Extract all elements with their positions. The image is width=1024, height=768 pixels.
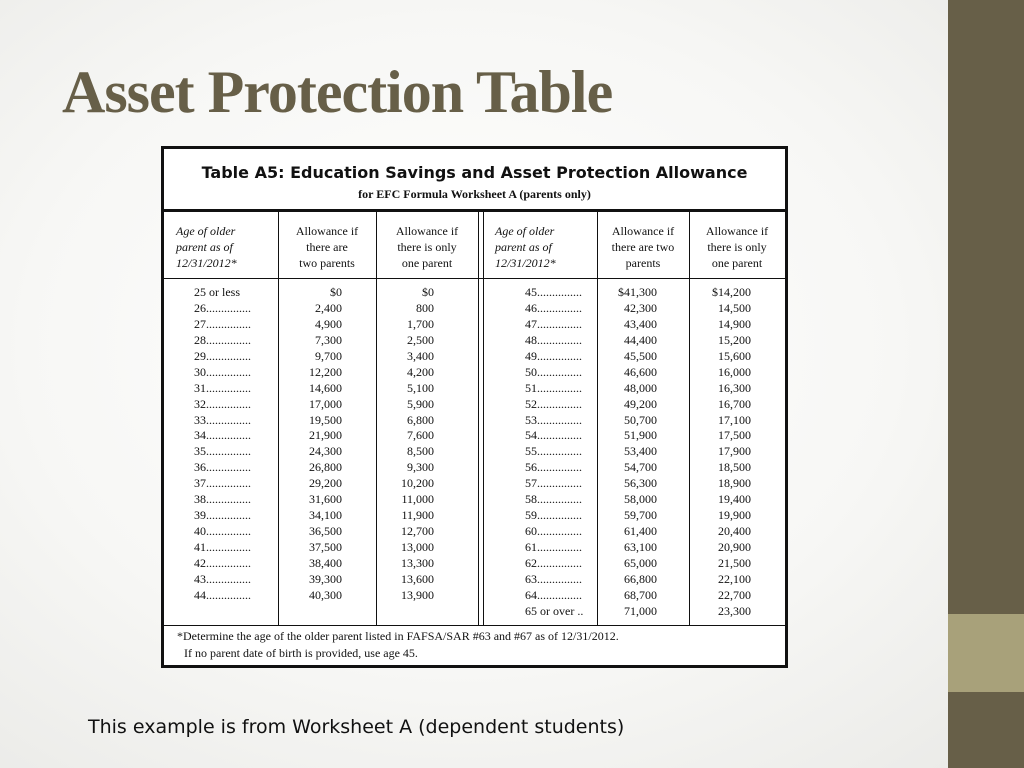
table-row <box>164 317 478 333</box>
age-cell: 38............... <box>194 492 251 507</box>
two-parent-cell: 24,300 <box>309 444 342 459</box>
age-cell: 35............... <box>194 444 251 459</box>
table-row <box>483 524 785 540</box>
one-parent-cell: 12,700 <box>401 524 434 539</box>
table-title: Table A5: Education Savings and Asset Protection Allowance <box>201 163 748 182</box>
age-cell: 32............... <box>194 396 251 411</box>
two-parent-cell: 43,400 <box>624 316 657 331</box>
two-parent-cell: 7,300 <box>315 332 342 347</box>
age-cell: 52............... <box>525 396 582 411</box>
table-row <box>164 444 478 460</box>
table-row <box>483 444 785 460</box>
one-parent-cell: 7,600 <box>407 428 434 443</box>
one-parent-cell: 1,700 <box>407 316 434 331</box>
two-parent-cell: 63,100 <box>624 540 657 554</box>
table-row <box>164 301 478 317</box>
table-row <box>164 397 478 413</box>
sidebar-accent-block <box>948 614 1024 692</box>
age-cell: 62............... <box>525 555 582 570</box>
two-parent-cell: 50,700 <box>624 412 657 427</box>
one-parent-cell: 13,900 <box>401 587 434 602</box>
header-line: Age of older <box>495 224 555 238</box>
age-cell: 40............... <box>194 524 251 539</box>
age-cell: 65 or over .. <box>525 603 584 618</box>
table-footnote <box>177 628 619 662</box>
header-line: Allowance if <box>395 224 459 238</box>
one-parent-cell: 11,900 <box>401 508 434 523</box>
two-parent-cell: 45,500 <box>624 348 657 363</box>
table-row <box>483 556 785 572</box>
age-cell: 33............... <box>194 412 251 427</box>
one-parent-cell: 14,500 <box>718 300 751 315</box>
two-parent-cell: 40,300 <box>309 587 342 602</box>
table-row <box>164 349 478 365</box>
two-parent-cell: 48,000 <box>624 380 657 395</box>
age-cell: 39............... <box>194 508 251 523</box>
two-parent-cell: 59,700 <box>624 508 657 523</box>
one-parent-cell: $14,200 <box>712 285 751 299</box>
two-parent-cell: 39,300 <box>309 571 342 586</box>
two-parent-cell: 26,800 <box>309 460 342 475</box>
age-cell: 47............... <box>525 316 582 331</box>
one-parent-cell: 17,500 <box>718 428 751 443</box>
age-cell: 56............... <box>525 460 582 475</box>
age-cell: 31............... <box>194 380 251 395</box>
header-line: two parents <box>299 256 355 270</box>
two-parent-cell: 19,500 <box>309 412 342 427</box>
two-parent-cell: 34,100 <box>309 508 342 523</box>
one-parent-cell: 19,900 <box>718 508 751 523</box>
one-parent-cell: 11,000 <box>401 492 434 507</box>
age-cell: 49............... <box>525 348 582 363</box>
table-row <box>164 556 478 572</box>
table-row <box>164 413 478 429</box>
one-parent-cell: 15,200 <box>718 332 751 347</box>
age-cell: 36............... <box>194 460 251 475</box>
age-cell: 55............... <box>525 444 582 459</box>
age-cell: 26............... <box>194 300 251 315</box>
divider <box>164 625 785 626</box>
one-parent-cell: 5,100 <box>407 380 434 395</box>
age-cell: 58............... <box>525 492 582 507</box>
two-parent-cell: 29,200 <box>309 476 342 491</box>
one-parent-cell: 22,100 <box>718 571 751 586</box>
header-line: parent as of <box>495 240 552 254</box>
table-rows-right <box>483 285 785 620</box>
header-line: 12/31/2012* <box>495 256 556 270</box>
age-cell: 28............... <box>194 332 251 347</box>
two-parent-cell: 42,300 <box>624 300 657 315</box>
age-cell: 43............... <box>194 571 251 586</box>
two-parent-cell: 51,900 <box>624 428 657 443</box>
age-cell: 57............... <box>525 476 582 491</box>
two-parent-cell: 58,000 <box>624 492 657 507</box>
header-line: there are two <box>611 240 675 254</box>
table-row <box>164 572 478 588</box>
table-row <box>164 333 478 349</box>
divider <box>164 278 785 279</box>
header-line: Allowance if <box>705 224 769 238</box>
one-parent-cell: 800 <box>416 300 434 315</box>
age-cell: 41............... <box>194 540 251 554</box>
header-line: one parent <box>401 256 453 270</box>
age-cell: 30............... <box>194 364 251 379</box>
age-cell: 61............... <box>525 540 582 554</box>
column-header-one-parent-right <box>689 212 785 278</box>
table-row <box>164 460 478 476</box>
table-row <box>483 428 785 444</box>
two-parent-cell: 66,800 <box>624 571 657 586</box>
table-row <box>164 285 478 301</box>
age-cell: 25 or less <box>194 285 240 299</box>
age-cell: 50............... <box>525 364 582 379</box>
table-row <box>483 476 785 492</box>
two-parent-cell: 37,500 <box>309 540 342 554</box>
one-parent-cell: 13,000 <box>401 540 434 554</box>
one-parent-cell: 18,900 <box>718 476 751 491</box>
column-header-one-parent-left <box>376 212 478 278</box>
one-parent-cell: 13,600 <box>401 571 434 586</box>
one-parent-cell: 19,400 <box>718 492 751 507</box>
age-cell: 53............... <box>525 412 582 427</box>
header-line: Allowance if <box>611 224 675 238</box>
table-row <box>483 508 785 524</box>
one-parent-cell: 5,900 <box>407 396 434 411</box>
table-row <box>483 381 785 397</box>
two-parent-cell: 46,600 <box>624 364 657 379</box>
table-row <box>483 572 785 588</box>
header-line: there is only <box>707 240 767 254</box>
one-parent-cell: 9,300 <box>407 460 434 475</box>
header-line: parent as of <box>176 240 233 254</box>
age-cell: 42............... <box>194 555 251 570</box>
table-row <box>483 349 785 365</box>
header-line: Allowance if <box>295 224 359 238</box>
slide-caption: This example is from Worksheet A (dependent students) <box>88 716 625 738</box>
one-parent-cell: 21,500 <box>718 555 751 570</box>
two-parent-cell: 49,200 <box>624 396 657 411</box>
table-row <box>483 317 785 333</box>
age-cell: 27............... <box>194 316 251 331</box>
table-row <box>164 540 478 556</box>
age-cell: 60............... <box>525 524 582 539</box>
two-parent-cell: 21,900 <box>309 428 342 443</box>
one-parent-cell: 17,900 <box>718 444 751 459</box>
one-parent-cell: 13,300 <box>401 555 434 570</box>
two-parent-cell: 9,700 <box>315 348 342 363</box>
table-row <box>483 333 785 349</box>
column-header-age-right <box>483 212 597 278</box>
age-cell: 54............... <box>525 428 582 443</box>
two-parent-cell: 56,300 <box>624 476 657 491</box>
two-parent-cell: 53,400 <box>624 444 657 459</box>
table-row <box>483 492 785 508</box>
column-header-two-parents-left <box>278 212 376 278</box>
divider <box>164 211 785 212</box>
table-row <box>483 285 785 301</box>
table-row <box>164 476 478 492</box>
table-row <box>164 365 478 381</box>
two-parent-cell: 68,700 <box>624 587 657 602</box>
table-header <box>164 149 785 211</box>
table-row <box>483 588 785 604</box>
two-parent-cell: 38,400 <box>309 555 342 570</box>
table-row <box>483 301 785 317</box>
age-cell: 63............... <box>525 571 582 586</box>
table-row <box>483 365 785 381</box>
two-parent-cell: 36,500 <box>309 524 342 539</box>
two-parent-cell: 31,600 <box>309 492 342 507</box>
one-parent-cell: 2,500 <box>407 332 434 347</box>
header-line: one parent <box>711 256 763 270</box>
one-parent-cell: 17,100 <box>718 412 751 427</box>
one-parent-cell: $0 <box>422 285 434 299</box>
one-parent-cell: 16,300 <box>718 380 751 395</box>
two-parent-cell: 54,700 <box>624 460 657 475</box>
table-row <box>164 428 478 444</box>
two-parent-cell: 14,600 <box>309 380 342 395</box>
header-line: parents <box>625 256 661 270</box>
one-parent-cell: 4,200 <box>407 364 434 379</box>
two-parent-cell: 12,200 <box>309 364 342 379</box>
one-parent-cell: 10,200 <box>401 476 434 491</box>
table-row <box>164 524 478 540</box>
age-cell: 45............... <box>525 285 582 299</box>
one-parent-cell: 6,800 <box>407 412 434 427</box>
one-parent-cell: 22,700 <box>718 587 751 602</box>
table-row <box>164 588 478 604</box>
table-row <box>483 413 785 429</box>
header-line: there are <box>306 240 348 254</box>
one-parent-cell: 14,900 <box>718 316 751 331</box>
age-cell: 44............... <box>194 587 251 602</box>
age-cell: 37............... <box>194 476 251 491</box>
age-cell: 59............... <box>525 508 582 523</box>
table-image <box>161 146 788 668</box>
age-cell: 48............... <box>525 332 582 347</box>
two-parent-cell: 65,000 <box>624 555 657 570</box>
table-subtitle: for EFC Formula Worksheet A (parents only) <box>358 187 591 201</box>
table-row <box>483 604 785 620</box>
table-row <box>483 397 785 413</box>
age-cell: 34............... <box>194 428 251 443</box>
table-row <box>164 492 478 508</box>
two-parent-cell: 4,900 <box>315 316 342 331</box>
one-parent-cell: 8,500 <box>407 444 434 459</box>
one-parent-cell: 15,600 <box>718 348 751 363</box>
column-header-two-parents-right <box>597 212 689 278</box>
header-line: Age of older <box>176 224 236 238</box>
two-parent-cell: 2,400 <box>315 300 342 315</box>
age-cell: 29............... <box>194 348 251 363</box>
table-rows-left <box>164 285 478 604</box>
one-parent-cell: 20,400 <box>718 524 751 539</box>
one-parent-cell: 18,500 <box>718 460 751 475</box>
one-parent-cell: 16,700 <box>718 396 751 411</box>
two-parent-cell: 17,000 <box>309 396 342 411</box>
one-parent-cell: 16,000 <box>718 364 751 379</box>
table-row <box>164 508 478 524</box>
one-parent-cell: 23,300 <box>718 603 751 618</box>
two-parent-cell: $0 <box>330 285 342 299</box>
header-line: there is only <box>397 240 457 254</box>
one-parent-cell: 20,900 <box>718 540 751 554</box>
footnote-line: *Determine the age of the older parent listed in FAFSA/SAR #63 and #67 as of 12/31/2012. <box>177 629 619 643</box>
table-row <box>164 381 478 397</box>
two-parent-cell: $41,300 <box>618 285 657 299</box>
age-cell: 51............... <box>525 380 582 395</box>
header-line: 12/31/2012* <box>176 256 237 270</box>
two-parent-cell: 61,400 <box>624 524 657 539</box>
age-cell: 46............... <box>525 300 582 315</box>
footnote-line: If no parent date of birth is provided, use age 45. <box>184 646 418 660</box>
two-parent-cell: 71,000 <box>624 603 657 618</box>
two-parent-cell: 44,400 <box>624 332 657 347</box>
divider <box>478 211 479 625</box>
age-cell: 64............... <box>525 587 582 602</box>
one-parent-cell: 3,400 <box>407 348 434 363</box>
column-header-age-left <box>164 212 278 278</box>
table-row <box>483 540 785 556</box>
table-row <box>483 460 785 476</box>
slide-title: Asset Protection Table <box>62 59 613 125</box>
